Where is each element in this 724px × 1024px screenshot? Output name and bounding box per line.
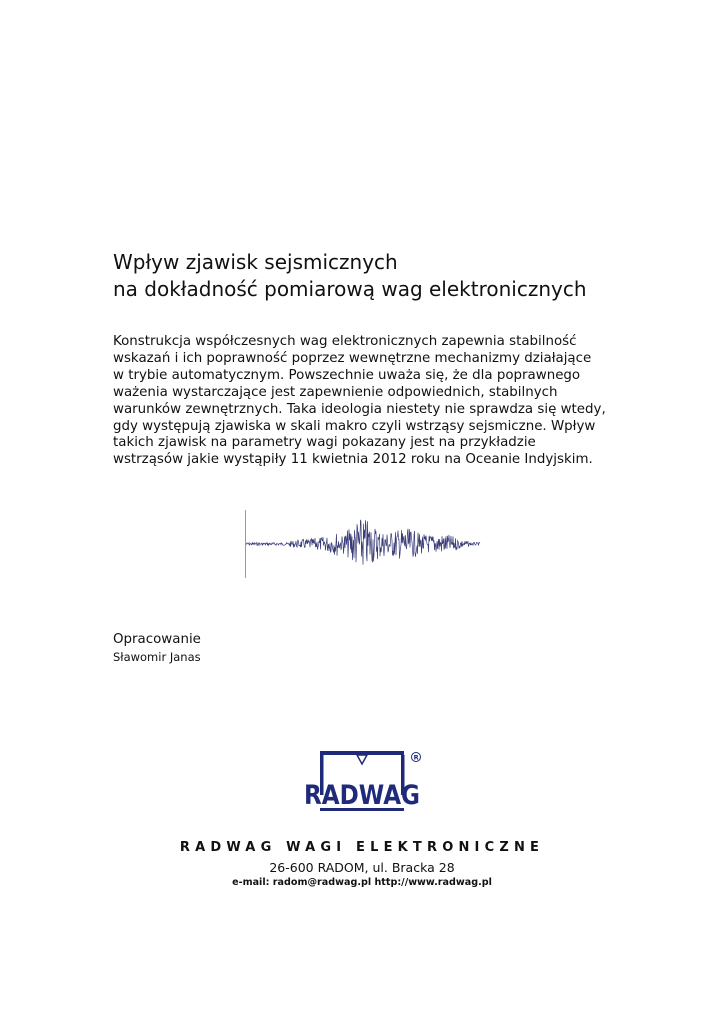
- company-contact: e-mail: radom@radwag.pl http://www.radwag.pl: [232, 877, 492, 888]
- paragraph-line: gdy występują zjawiska w skali makro czyli wstrząsy sejsmiczne. Wpływ: [113, 418, 596, 434]
- title-line-2: na dokładność pomiarową wag elektronicznych: [113, 277, 587, 301]
- paragraph-line: ważenia wystarczające jest zapewnienie odpowiednich, stabilnych: [113, 384, 558, 400]
- paragraph-line: warunków zewnętrznych. Taka ideologia niestety nie sprawdza się wtedy,: [113, 401, 606, 417]
- paragraph-line: wskazań i ich poprawność poprzez wewnętrzne mechanizmy działające: [113, 350, 592, 366]
- paragraph-line: takich zjawisk na parametry wagi pokazany jest na przykładzie: [113, 435, 536, 451]
- paragraph-line: w trybie automatycznym. Powszechnie uważa się, że dla poprawnego: [113, 367, 581, 383]
- author-label: Opracowanie: [113, 632, 201, 647]
- paragraph-line: Konstrukcja współczesnych wag elektronicznych zapewnia stabilność: [113, 334, 577, 349]
- company-name: RADWAG WAGI ELEKTRONICZNE: [179, 840, 545, 855]
- document-title: [113, 249, 587, 303]
- paragraph-line: wstrząsów jakie wystąpiły 11 kwietnia 2012 roku na Oceanie Indyjskim.: [113, 452, 593, 468]
- svg-text:R: R: [413, 753, 419, 762]
- intro-paragraph: [113, 334, 653, 469]
- author-name: Sławomir Janas: [113, 650, 201, 664]
- company-address: 26-600 RADOM, ul. Bracka 28: [269, 860, 455, 875]
- radwag-logo: [300, 748, 425, 816]
- seismic-waveform: [246, 520, 480, 565]
- seismogram-image: [244, 508, 484, 580]
- title-line-1: Wpływ zjawisk sejsmicznych: [113, 250, 398, 274]
- svg-text:RADWAG: RADWAG: [304, 780, 420, 811]
